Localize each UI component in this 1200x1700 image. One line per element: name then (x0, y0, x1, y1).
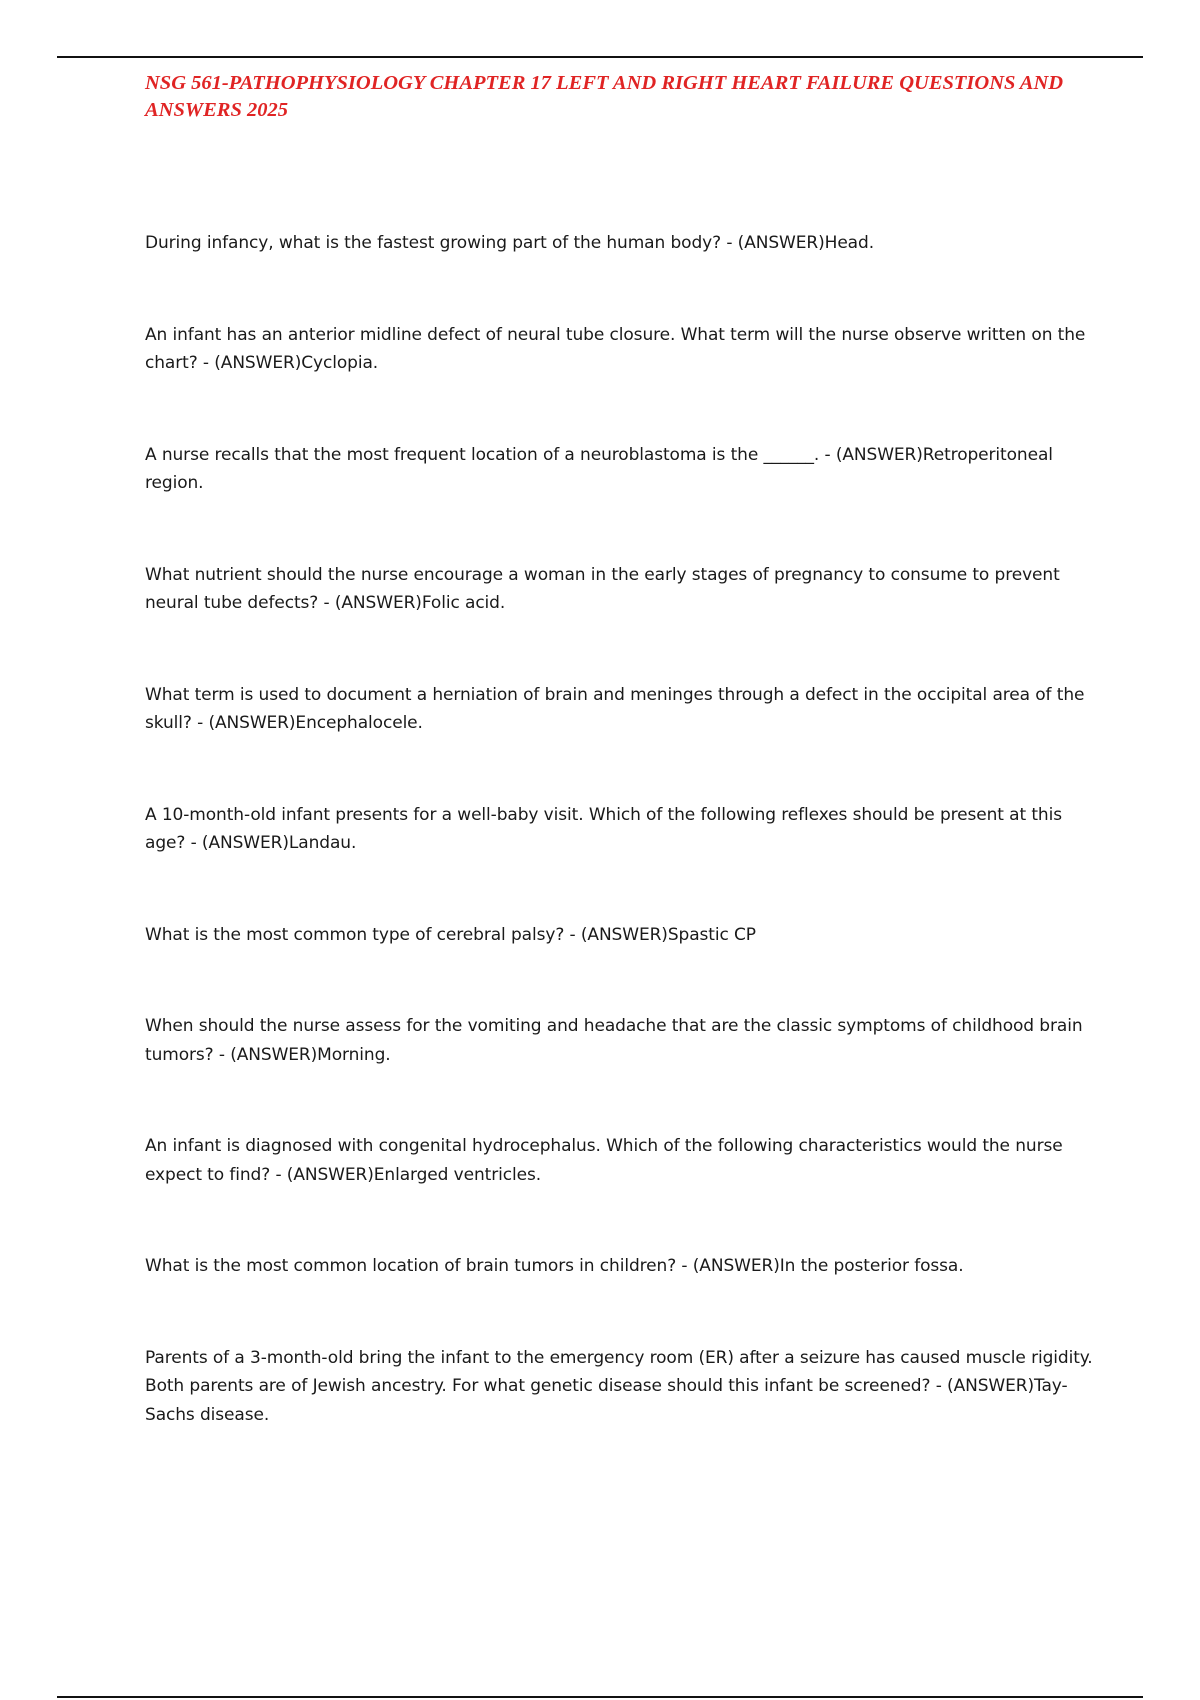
qa-item: When should the nurse assess for the vomiting and headache that are the classic symptoms of childhood brain tumors? - (ANSWER)Morning. (145, 1016, 1083, 1065)
bottom-divider (57, 1696, 1143, 1698)
qa-item: A 10-month-old infant presents for a well-baby visit. Which of the following reflexes should be present at this age? - (ANSWER)Landau. (145, 804, 1062, 853)
qa-item: Parents of a 3-month-old bring the infant to the emergency room (ER) after a seizure has caused muscle rigidity. Both parents are of Jewish ancestry. For what genetic disease should this infant be screened? - (ANSWER)Tay-Sachs disease. (145, 1347, 1093, 1425)
qa-item: An infant is diagnosed with congenital hydrocephalus. Which of the following characteristics would the nurse expect to find? - (ANSWER)Enlarged ventricles. (145, 1136, 1063, 1185)
qa-item: What term is used to document a herniation of brain and meninges through a defect in the occipital area of the skull? - (ANSWER)Encephalocele. (145, 684, 1085, 733)
qa-item: What is the most common type of cerebral palsy? - (ANSWER)Spastic CP (145, 924, 756, 945)
qa-item: What is the most common location of brain tumors in children? - (ANSWER)In the posterior fossa. (145, 1256, 964, 1276)
top-divider (57, 56, 1143, 58)
qa-item: A nurse recalls that the most frequent location of a neuroblastoma is the ______. - (ANSWER)Retroperitoneal region. (145, 444, 1053, 493)
qa-list (145, 229, 1095, 1429)
qa-item: An infant has an anterior midline defect of neural tube closure. What term will the nurse observe written on the chart? - (ANSWER)Cyclopia. (145, 324, 1086, 373)
qa-item: What nutrient should the nurse encourage a woman in the early stages of pregnancy to consume to prevent neural tube defects? - (ANSWER)Folic acid. (145, 564, 1060, 613)
document-title: NSG 561-PATHOPHYSIOLOGY CHAPTER 17 LEFT AND RIGHT HEART FAILURE QUESTIONS AND ANSWERS 2025 (145, 72, 1064, 121)
qa-item: During infancy, what is the fastest growing part of the human body? - (ANSWER)Head. (145, 233, 874, 253)
